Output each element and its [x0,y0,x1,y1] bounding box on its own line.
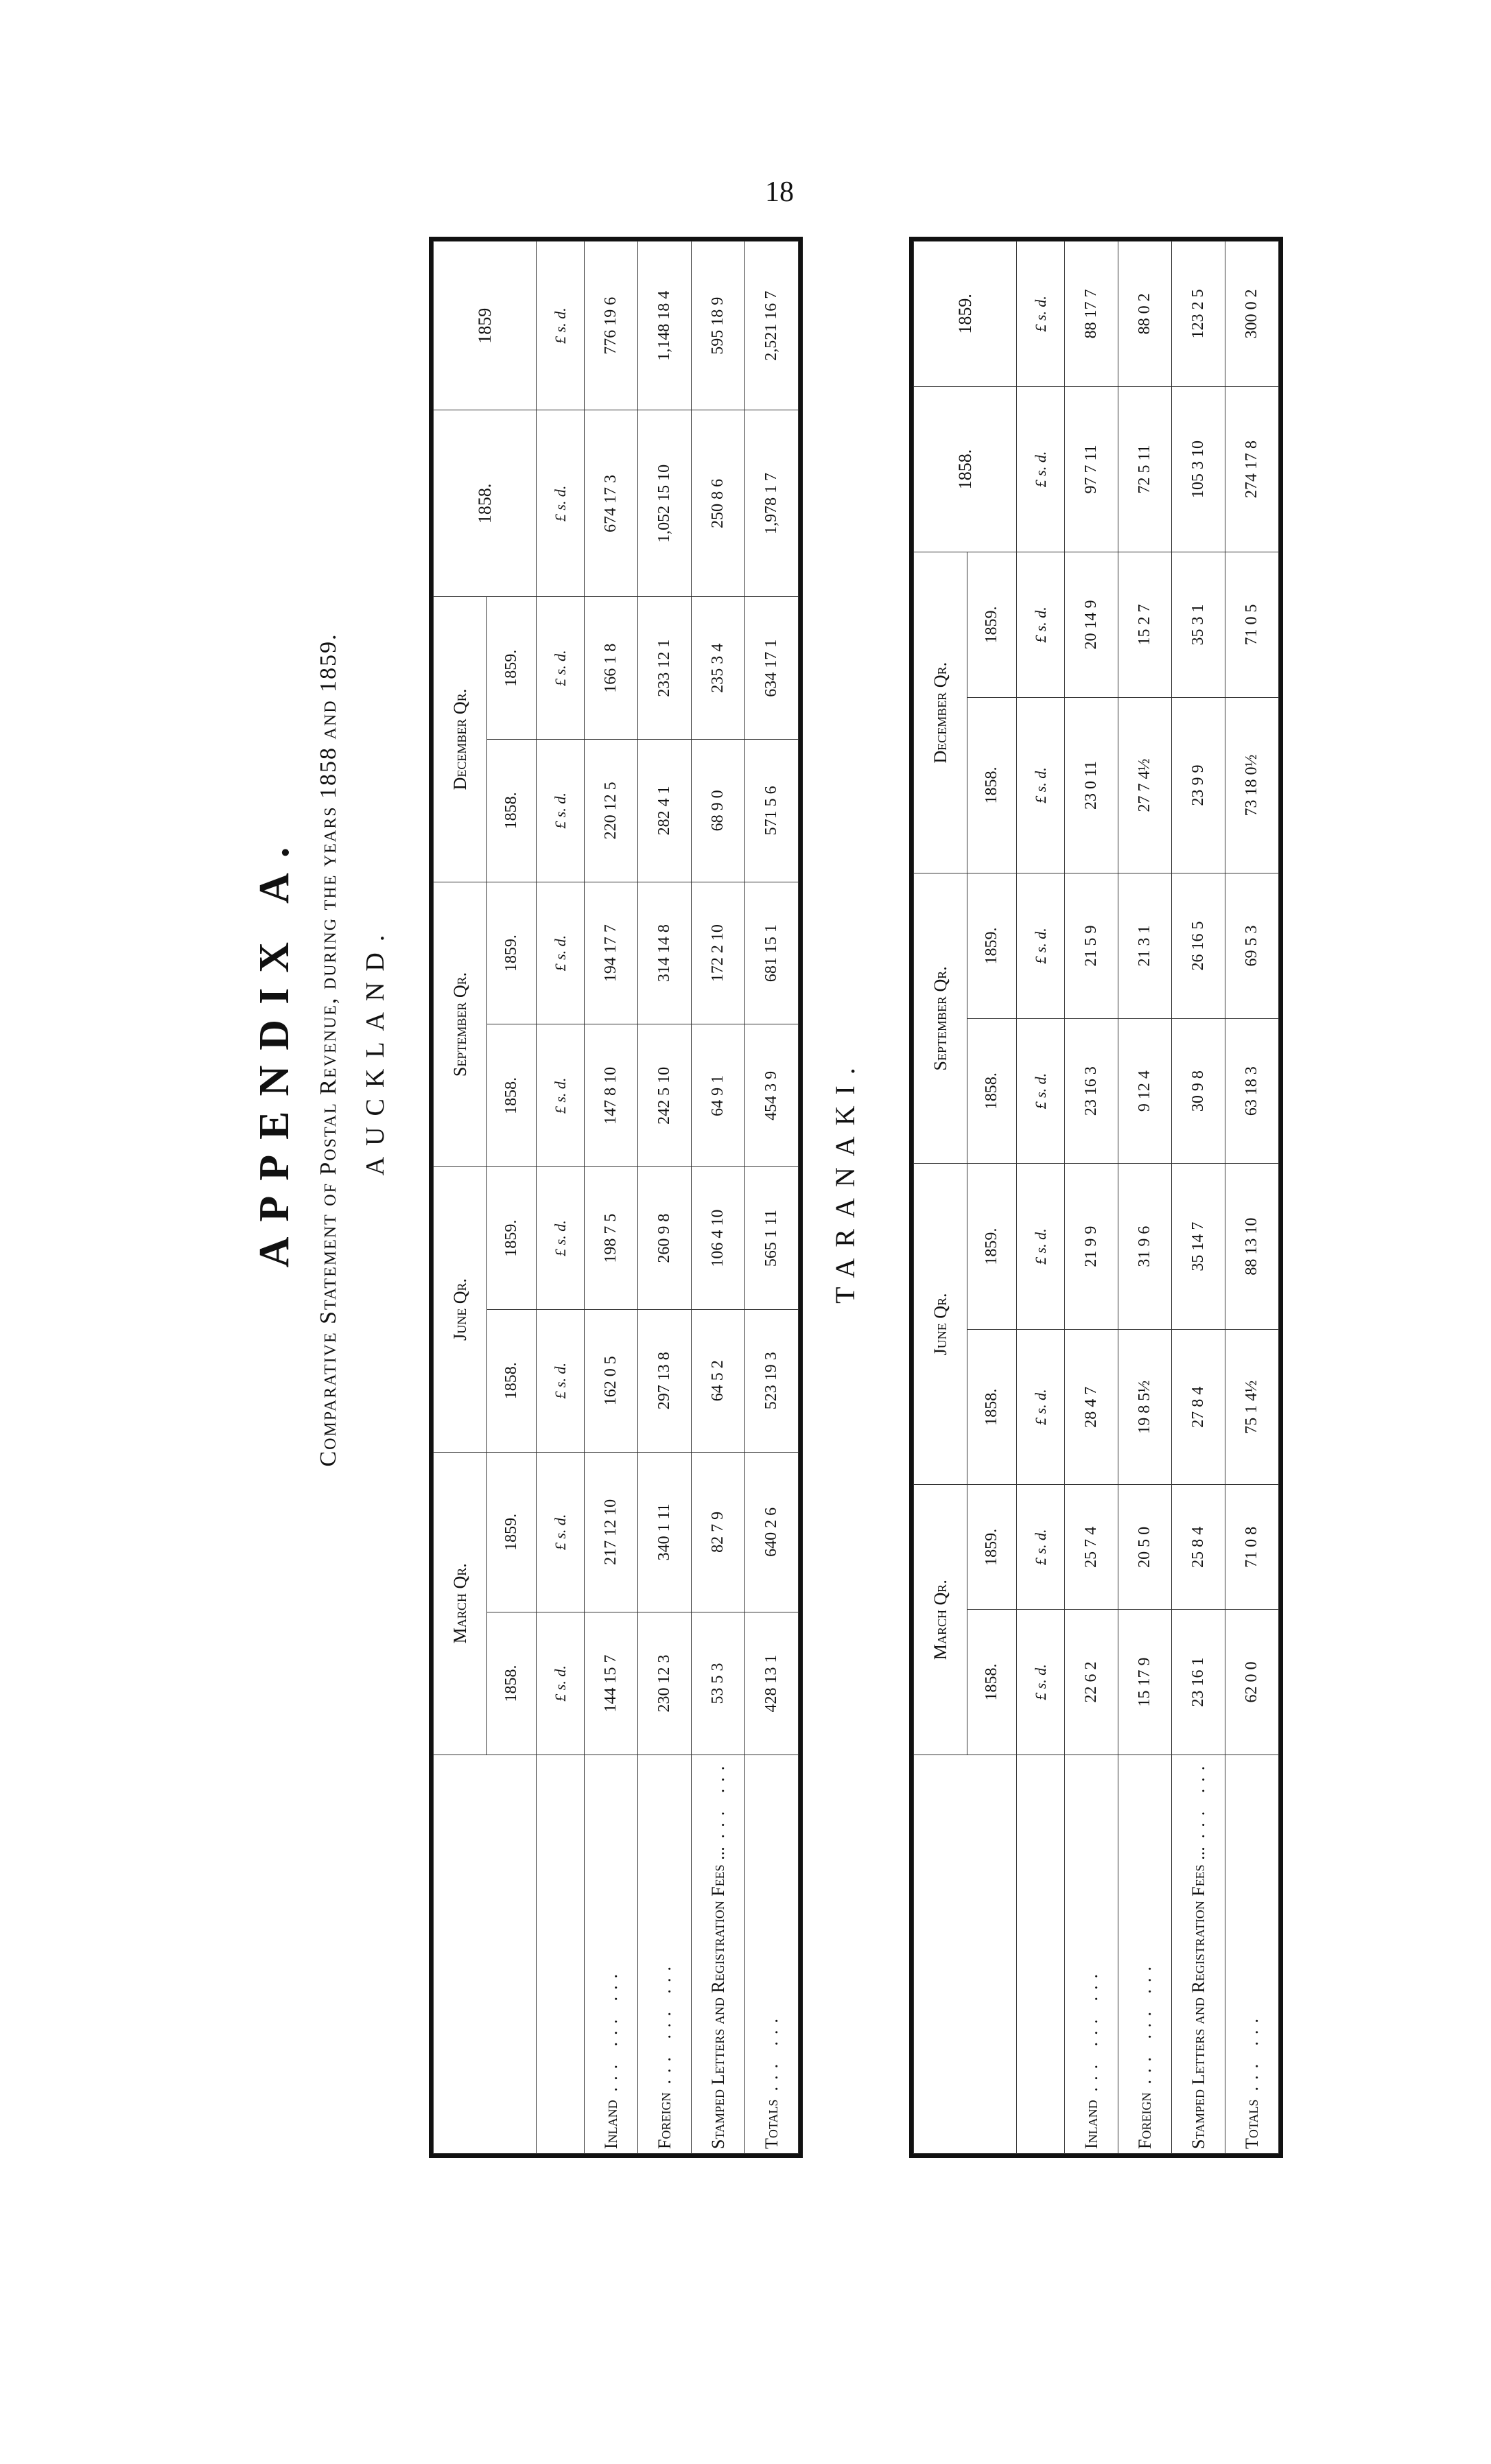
cell: 634 17 1 [745,597,799,740]
year-1859: 1859. [967,1164,1017,1329]
cell: 30 9 8 [1172,1018,1225,1164]
cell: 297 13 8 [638,1309,692,1452]
units-cell: £ s. d. [1017,873,1065,1019]
year-1858: 1858. [967,1018,1017,1164]
units-cell: £ s. d. [537,1024,585,1167]
region-label-auckland: AUCKLAND. [361,924,390,1176]
cell: 282 4 1 [638,740,692,882]
cell: 26 16 5 [1172,873,1225,1019]
corner-cell [914,1755,1017,2153]
cell: 73 18 0½ [1225,697,1279,873]
table-row [585,242,638,2154]
units-cell: £ s. d. [537,410,585,597]
document-subtitle: Comparative Statement of Postal Revenue, during the years 1858 and 1859. [316,633,341,1467]
row-label-stamped: Stamped Letters and Registration Fees ...... ... [1172,1755,1225,2153]
row-label-foreign: Foreign... ... ... [638,1755,692,2153]
table-row [1118,242,1172,2154]
units-cell: £ s. d. [537,1167,585,1310]
cell: 22 6 2 [1065,1610,1118,1755]
cell: 23 9 9 [1172,697,1225,873]
cell: 314 14 8 [638,882,692,1024]
units-blank [537,1755,585,2153]
auckland-revenue-table [433,241,799,2154]
cell: 23 16 3 [1065,1018,1118,1164]
units-cell: £ s. d. [1017,386,1065,552]
cell: 21 5 9 [1065,873,1118,1019]
units-cell: £ s. d. [1017,1164,1065,1329]
header-march: March Qr. [914,1485,967,1755]
cell: 235 3 4 [692,597,745,740]
header-september: September Qr. [434,882,487,1166]
cell: 571 5 6 [745,740,799,882]
units-cell: £ s. d. [1017,697,1065,873]
table-row [638,242,692,2154]
cell: 53 5 3 [692,1612,745,1755]
cell: 21 3 1 [1118,873,1172,1019]
cell: 63 18 3 [1225,1018,1279,1164]
cell: 35 14 7 [1172,1164,1225,1329]
table-row [1172,242,1225,2154]
cell: 64 9 1 [692,1024,745,1167]
units-cell: £ s. d. [1017,1329,1065,1485]
cell: 71 0 5 [1225,552,1279,698]
units-cell: £ s. d. [1017,242,1065,387]
cell: 64 5 2 [692,1309,745,1452]
cell: 15 2 7 [1118,552,1172,698]
units-cell: £ s. d. [537,597,585,740]
cell: 31 9 6 [1118,1164,1172,1329]
year-1858: 1858. [487,1024,537,1167]
year-1858: 1858. [967,697,1017,873]
year-1859: 1859. [487,1167,537,1310]
year-1859: 1859. [967,552,1017,698]
year-1858: 1858. [967,1610,1017,1755]
units-cell: £ s. d. [537,1452,585,1612]
cell: 147 8 10 [585,1024,638,1167]
cell: 194 17 7 [585,882,638,1024]
cell: 62 0 0 [1225,1610,1279,1755]
cell: 166 1 8 [585,597,638,740]
cell: 72 5 11 [1118,386,1172,552]
cell: 340 1 11 [638,1452,692,1612]
cell: 681 15 1 [745,882,799,1024]
header-annual-1859: 1859. [914,242,1017,387]
cell: 640 2 6 [745,1452,799,1612]
table-row [1065,242,1118,2154]
corner-cell [434,1755,537,2153]
cell: 105 3 10 [1172,386,1225,552]
cell: 230 12 3 [638,1612,692,1755]
header-december: December Qr. [434,597,487,882]
cell: 776 19 6 [585,242,638,410]
year-1858: 1858. [487,1612,537,1755]
cell: 565 1 11 [745,1167,799,1310]
cell: 106 4 10 [692,1167,745,1310]
cell: 88 17 7 [1065,242,1118,387]
year-1859: 1859. [487,1452,537,1612]
row-label-inland: Inland... ... ... [585,1755,638,2153]
cell: 25 8 4 [1172,1485,1225,1610]
cell: 23 0 11 [1065,697,1118,873]
cell: 274 17 8 [1225,386,1279,552]
row-label-totals: Totals... ... [745,1755,799,2153]
year-1859: 1859. [487,882,537,1024]
cell: 28 4 7 [1065,1329,1118,1485]
table-row [1225,242,1279,2154]
appendix-title: APPENDIX A. [251,832,298,1268]
page-number: 18 [765,176,794,208]
cell: 523 19 3 [745,1309,799,1452]
header-june: June Qr. [914,1164,967,1485]
table-row [692,242,745,2154]
header-annual-1858: 1858. [434,410,537,597]
cell: 75 1 4½ [1225,1329,1279,1485]
cell: 300 0 2 [1225,242,1279,387]
row-label-inland: Inland... ... ... [1065,1755,1118,2153]
year-1859: 1859. [487,597,537,740]
row-label-totals: Totals... ... [1225,1755,1279,2153]
header-annual-1858: 1858. [914,386,1017,552]
year-1859: 1859. [967,873,1017,1019]
cell: 198 7 5 [585,1167,638,1310]
cell: 25 7 4 [1065,1485,1118,1610]
cell: 68 9 0 [692,740,745,882]
units-cell: £ s. d. [1017,1610,1065,1755]
units-cell: £ s. d. [1017,552,1065,698]
cell: 260 9 8 [638,1167,692,1310]
taranaki-revenue-table [913,241,1279,2154]
cell: 1,052 15 10 [638,410,692,597]
cell: 1,148 18 4 [638,242,692,410]
units-cell: £ s. d. [1017,1485,1065,1610]
cell: 35 3 1 [1172,552,1225,698]
cell: 250 8 6 [692,410,745,597]
units-cell: £ s. d. [537,882,585,1024]
cell: 123 2 5 [1172,242,1225,387]
cell: 9 12 4 [1118,1018,1172,1164]
units-cell: £ s. d. [537,1612,585,1755]
taranaki-table-frame [909,237,1283,2158]
units-cell: £ s. d. [537,242,585,410]
cell: 162 0 5 [585,1309,638,1452]
header-annual-1859: 1859 [434,242,537,410]
row-label-stamped: Stamped Letters and Registration Fees ...... ... [692,1755,745,2153]
units-cell: £ s. d. [537,740,585,882]
units-cell: £ s. d. [1017,1018,1065,1164]
cell: 242 5 10 [638,1024,692,1167]
header-june: June Qr. [434,1167,487,1452]
cell: 144 15 7 [585,1612,638,1755]
units-cell: £ s. d. [537,1309,585,1452]
units-blank [1017,1755,1065,2153]
row-label-foreign: Foreign... ... ... [1118,1755,1172,2153]
cell: 233 12 1 [638,597,692,740]
header-december: December Qr. [914,552,967,873]
cell: 71 0 8 [1225,1485,1279,1610]
title-block [250,364,456,1736]
cell: 82 7 9 [692,1452,745,1612]
header-september: September Qr. [914,873,967,1164]
year-1859: 1859. [967,1485,1017,1610]
year-1858: 1858. [487,740,537,882]
cell: 172 2 10 [692,882,745,1024]
table-row [745,242,799,2154]
cell: 454 3 9 [745,1024,799,1167]
cell: 1,978 1 7 [745,410,799,597]
cell: 88 13 10 [1225,1164,1279,1329]
cell: 97 7 11 [1065,386,1118,552]
cell: 15 17 9 [1118,1610,1172,1755]
cell: 428 13 1 [745,1612,799,1755]
year-1858: 1858. [967,1329,1017,1485]
cell: 27 8 4 [1172,1329,1225,1485]
cell: 220 12 5 [585,740,638,882]
cell: 27 7 4½ [1118,697,1172,873]
cell: 217 12 10 [585,1452,638,1612]
year-1858: 1858. [487,1309,537,1452]
cell: 20 14 9 [1065,552,1118,698]
cell: 2,521 16 7 [745,242,799,410]
cell: 88 0 2 [1118,242,1172,387]
cell: 595 18 9 [692,242,745,410]
cell: 20 5 0 [1118,1485,1172,1610]
cell: 19 8 5½ [1118,1329,1172,1485]
cell: 674 17 3 [585,410,638,597]
cell: 23 16 1 [1172,1610,1225,1755]
cell: 69 5 3 [1225,873,1279,1019]
auckland-table-frame [429,237,803,2158]
cell: 21 9 9 [1065,1164,1118,1329]
header-march: March Qr. [434,1452,487,1755]
region-label-taranaki: TARANAKI. [830,1057,860,1304]
